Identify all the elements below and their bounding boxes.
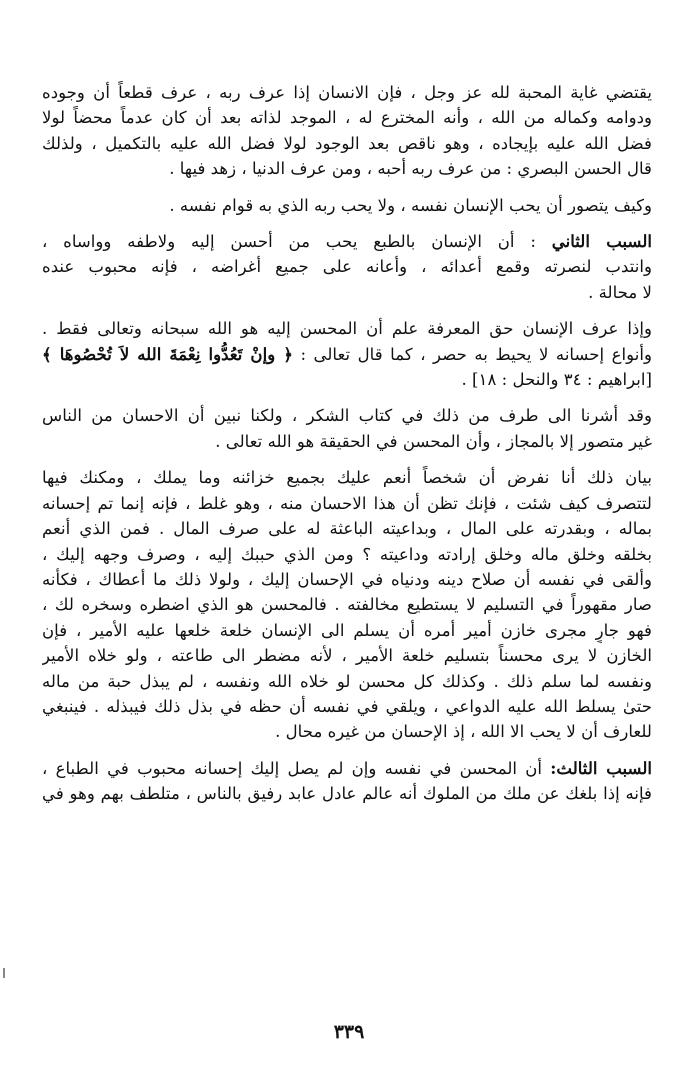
text-line: ودوامه وكماله من الله ، وأنه المخترع له ، الموجد لذاته بعد أن كان عدماً محضاً لولا [42,108,652,128]
quran-verse: ﴿ وإنْ تَعُدُّوا نِعْمَةَ الله لاَ تُحْصُوهَا ﴾ [42,343,293,364]
text-line [42,229,652,254]
paragraph-7 [42,756,652,807]
scan-edge-mark [3,968,5,978]
text-line: يقتضي غاية المحبة لله عز وجل ، فإن الانسان إذا عرف ربه ، عرف قطعاً أن وجوده [42,83,652,102]
text-line: الخازن لا يرى محسناً بتسليم خلعة الأمير ، لأنه مضطر الى طاعته ، ولو خلاه الأمير [42,646,652,666]
text-line: بخلقه وخلق ماله وخلق إرادته وداعيته ؟ ومن الذي حببك إليه ، وصرف وجهه إليك ، [42,544,652,564]
paragraph-1 [42,80,652,182]
text-line: حتىٰ يسلط الله عليه الدواعي ، ويلقي في نفسه أن حظه في بذل ذلك فيبذله . فينبغي [42,696,652,716]
paragraph-5 [42,403,652,454]
text-fragment: وأنواع إحسانه لا يحيط به حصر ، كما قال تعالى : [300,344,652,364]
text-line: وإذا عرف الإنسان حق المعرفة علم أن المحسن إليه هو الله سبحانه وتعالى فقط . [42,319,652,339]
section-heading: السبب الثاني [551,231,652,252]
text-line: فضل الله عليه بإيجاده ، وهو ناقص بعد الوجود لولا فضل الله عليه بالتكميل ، ولذلك [42,133,652,153]
text-line: وقد أشرنا الى طرف من ذلك في كتاب الشكر ، ولكنا نبين أن الاحسان من الناس [42,406,652,426]
paragraph-2 [42,193,652,218]
text-line [42,342,652,367]
text-line: وكيف يتصور أن يحب الإنسان نفسه ، ولا يحب ربه الذي به قوام نفسه . [169,195,652,215]
text-line: لا محالة . [588,282,652,302]
text-fragment: : أن الإنسان بالطبع يحب من أحسن إليه ولاطفه وواساه ، [42,232,552,252]
text-line: ونفسه لما سلم ذلك . وكذلك كل محسن لو خلاه الله ونفسه ، لم يبذل حبة من ماله [42,671,652,691]
text-line: صار مقهوراً في التسليم لا يستطيع مخالفته . فالمحسن هو الذي اضطره وسخره لك ، [42,595,652,615]
paragraph-6 [42,465,652,744]
paragraph-3 [42,229,652,305]
page-body [42,80,652,818]
section-heading: السبب الثالث: [550,757,652,778]
text-line: فهو جارٍ مجرى خازن أمير أمره أن يسلم الى الإنسان خلعة خلعها عليه الأمير ، فإن [42,620,652,640]
text-line: بماله ، وبقدرته على المال ، وبداعيته الباعثة له على صرف المال . فمن الذي أنعم [42,519,652,539]
paragraph-4 [42,316,652,392]
text-line: لتتصرف كيف شئت ، فإنك تظن أن هذا الاحسان منه ، وهو غلط ، فإنه إنما تم إحسانه [42,493,652,513]
page-number: ٣٣٩ [333,1021,365,1043]
text-line: قال الحسن البصري : من عرف ربه أحبه ، ومن عرف الدنيا ، زهد فيها . [169,159,652,179]
text-line [42,756,652,781]
text-line: غير متصور إلا بالمجاز ، وأن المحسن في الحقيقة هو الله تعالى . [215,431,652,451]
text-line: فإنه إذا بلغك عن ملك من الملوك أنه عالم عادل عابد رفيق بالناس ، متلطف بهم وهو في [42,784,652,804]
text-fragment: أن المحسن في نفسه وإن لم يصل إليك إحسانه محبوب في الطباع ، [42,758,551,778]
text-line: بيان ذلك أنا نفرض أن شخصاً أنعم عليك بجميع خزائنه وما يملك ، ومكنك فيها [42,468,652,488]
text-line: للعارف أن لا يحب الا الله ، إذ الإحسان من غيره محال . [275,722,652,742]
verse-citation: [ابراهيم : ٣٤ والنحل : ١٨] . [461,370,652,390]
text-line: وانتدب لنصرته وقمع أعدائه ، وأعانه على جميع أغراضه ، فإنه محبوب عنده [42,257,652,277]
text-line: وألقى في نفسه أن صلاح دينه ودنياه في الإحسان إليك ، ولولا ذلك ما أعطاك ، فكأنه [42,569,652,589]
